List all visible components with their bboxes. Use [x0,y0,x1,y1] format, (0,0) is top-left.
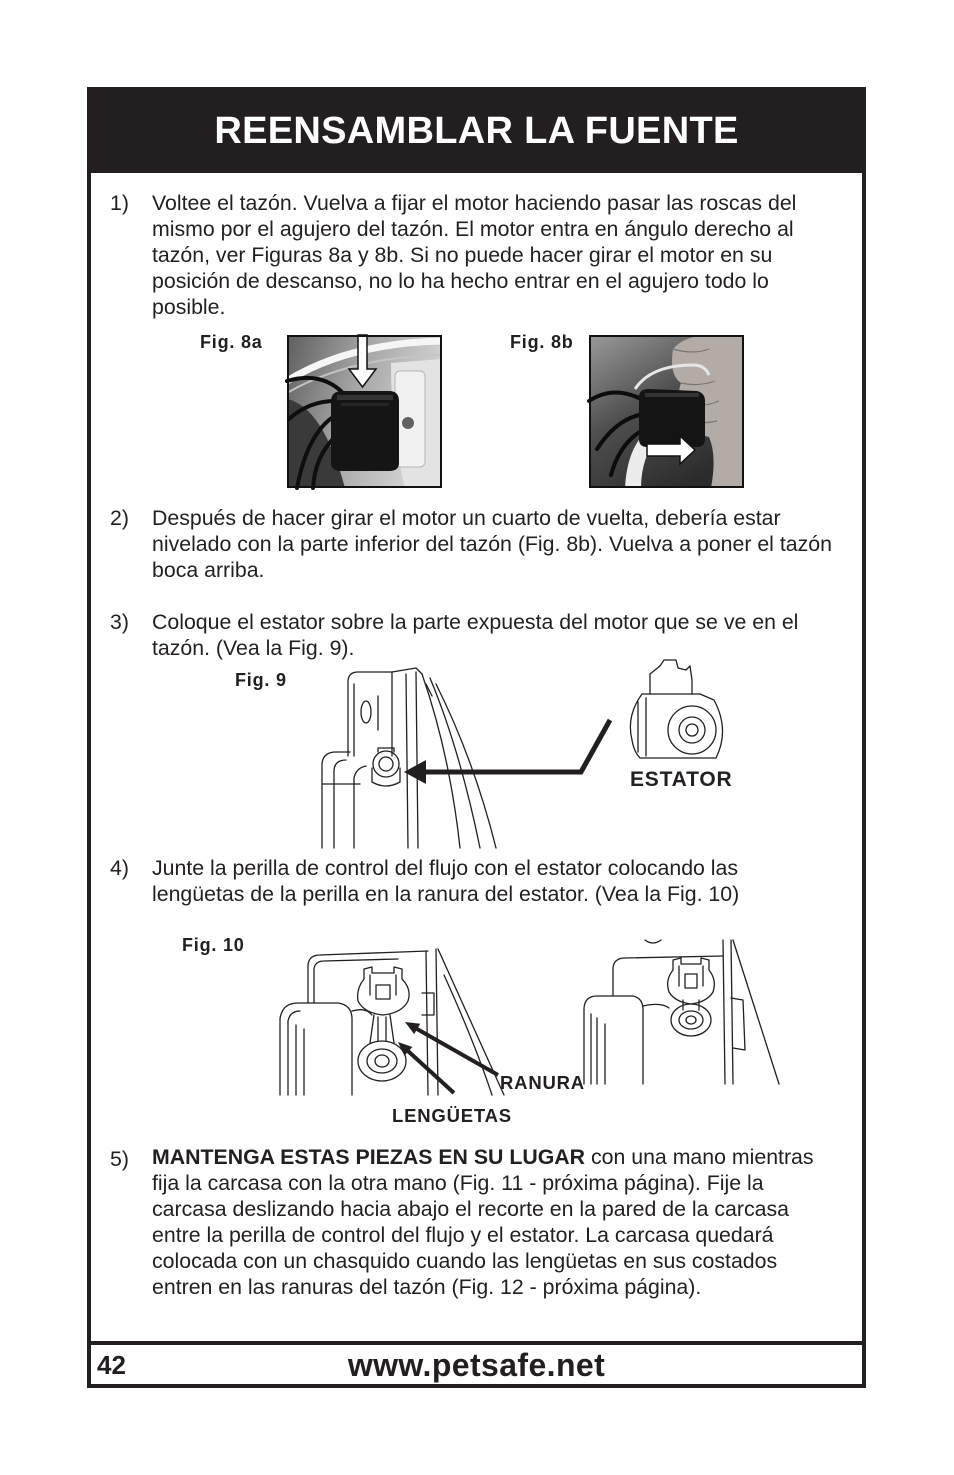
flow-control-knob [358,1015,406,1081]
bowl-outline [322,752,366,848]
footer-divider [87,1341,866,1345]
text-line: mismo por el agujero del tazón. El motor entra en ángulo derecho al [152,217,794,241]
text-line: tazón, ver Figuras 8a y 8b. Si no puede hacer girar el motor en su [152,243,773,267]
motor-unit [639,389,705,447]
stator-callout: ESTATOR [630,768,733,791]
text-line: colocada con un chasquido cuando las lengüetas en sus costados [152,1249,778,1273]
figure-10-label: Fig. 10 [182,935,245,955]
figure-10-assembled-diagram [583,938,783,1086]
text-line: nivelado con la parte inferior del tazón (Fig. 8b). Vuelva a poner el tazón [152,532,832,556]
text-line: posible. [152,295,226,319]
text-line: carcasa deslizando hacia abajo el recorte en la pared de la carcasa [152,1197,789,1221]
text-line: Voltee el tazón. Vuelva a fijar el motor haciendo pasar las roscas del [152,191,797,215]
motor-unit [331,391,399,471]
step-text [152,609,798,661]
figure-8b-photo [589,335,744,488]
step-number: 1) [110,191,129,215]
stator-installed [372,748,400,786]
figure-9-label: Fig. 9 [235,670,287,690]
text-line [152,1144,814,1170]
text-line: Después de hacer girar el motor un cuarto de vuelta, debería estar [152,506,781,530]
figure-9-diagram [320,660,745,848]
reservoir-ribs [280,1003,352,1095]
stator [358,967,410,1015]
page-title: REENSAMBLAR LA FUENTE [214,110,739,152]
text-line: posición de descanso, no lo ha hecho entrar en el agujero todo lo [152,269,769,293]
stator-part [630,660,722,758]
slot-callout: RANURA [500,1072,585,1093]
page-number: 42 [97,1350,126,1380]
tabs-callout-arrow [398,1042,454,1093]
step-text [152,1144,814,1300]
tower-outline [308,949,504,1095]
tabs-callout: LENGÜETAS [392,1105,512,1126]
step-number: 5) [110,1147,129,1171]
text-line: tazón. (Vea la Fig. 9). [152,636,355,660]
text-line: entren en las ranuras del tazón (Fig. 12 - próxima página). [152,1275,702,1299]
figure-8a-label: Fig. 8a [200,332,263,352]
text-segment: con una mano mientras [590,1145,814,1169]
text-line: entre la perilla de control del flujo y el estator. La carcasa quedará [152,1223,774,1247]
text-line: fija la carcasa con la otra mano (Fig. 11 - próxima página). Fije la [152,1171,764,1195]
step-text [152,190,796,320]
step-5-emphasis: MANTENGA ESTAS PIEZAS EN SU LUGAR [152,1145,586,1169]
figure-8b-label: Fig. 8b [510,332,574,352]
step-number: 4) [110,856,129,880]
figure-8a-photo [287,335,442,488]
support-post [348,672,392,756]
tower-wall [392,668,496,848]
pointer-arrow [404,720,610,784]
slot-callout-arrow [405,1022,498,1075]
step-number: 3) [110,610,129,634]
text-line: lengüetas de la perilla en la ranura del estator. (Vea la Fig. 10) [152,882,740,906]
website-url: www.petsafe.net [347,1347,606,1383]
step-text [152,505,832,583]
text-line: boca arriba. [152,558,265,582]
step-text [152,855,739,907]
step-number: 2) [110,506,129,530]
stator-with-knob [668,958,715,1036]
text-line: Coloque el estator sobre la parte expuesta del motor que se ve en el [152,610,799,634]
top-arc [645,940,661,943]
text-line: Junte la perilla de control del flujo con el estator colocando las [152,856,739,880]
reservoir-ribs [584,996,643,1084]
title-banner [87,87,866,173]
